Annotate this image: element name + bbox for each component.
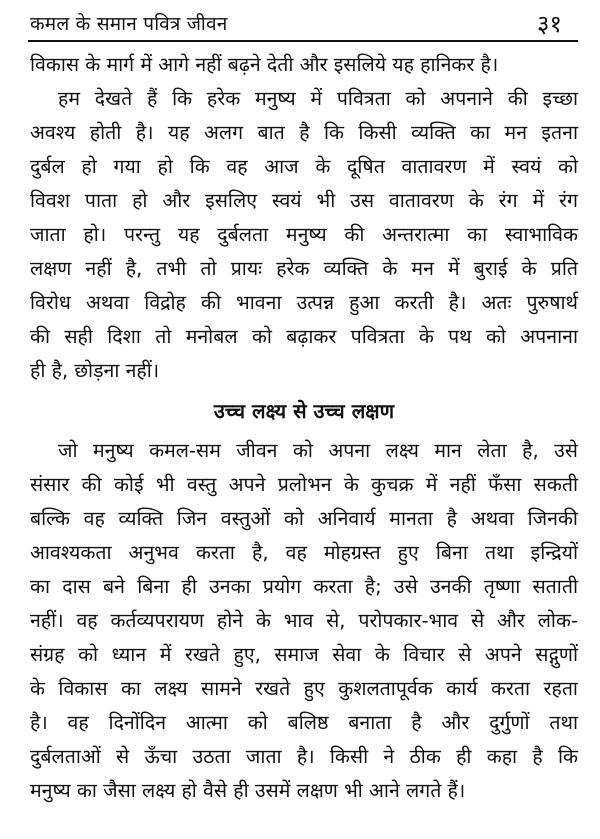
running-title: कमल के समान पवित्र जीवन — [30, 13, 228, 35]
text-line: बल्कि वह व्यक्ति जिन वस्तुओं को अनिवार्य मानता है अथवा जिनकी — [30, 507, 578, 530]
paragraph-3 — [30, 434, 578, 808]
paragraph-2 — [30, 82, 578, 388]
text-line: विरोध अथवा विद्रोह की भावना उत्पन्न हुआ करती है। अतः पुरुषार्थ — [30, 291, 578, 314]
text-line: ही है, छोड़ना नहीं। — [30, 359, 160, 382]
text-line: दुर्बलताओं से ऊँचा उठता जाता है। किसी ने ठीक ही कहा है कि — [30, 745, 578, 768]
text-line: विवश पाता हो और इसलिए स्वयं भी उस वातावरण के रंग में रंग — [30, 189, 578, 212]
text-line: संसार की कोई भी वस्तु अपने प्रलोभन के कुचक्र में नहीं फँसा सकती — [30, 473, 578, 496]
page-number: ३१ — [537, 10, 562, 38]
body-text — [30, 48, 578, 808]
section-heading: उच्च लक्ष्य से उच्च लक्षण — [213, 399, 395, 423]
text-line: हम देखते हैं कि हरेक मनुष्य में पवित्रता को अपनाने की इच्छा — [58, 87, 578, 110]
text-line: संग्रह को ध्यान में रखते हुए, समाज सेवा के विचार से अपने सद्गुणों — [30, 643, 578, 666]
text-line: जो मनुष्य कमल-सम जीवन को अपना लक्ष्य मान लेता है, उसे — [58, 439, 578, 462]
text-line: का दास बने बिना ही उनका प्रयोग करता है; उसे उनकी तृष्णा सताती — [30, 575, 578, 598]
text-line: दुर्बल हो गया हो कि वह आज के दूषित वातावरण में स्वयं को — [30, 155, 578, 178]
text-line: की सही दिशा तो मनोबल को बढ़ाकर पवित्रता के पथ को अपनाना — [30, 325, 578, 348]
text-line: है। वह दिनोंदिन आत्मा को बलिष्ठ बनाता है और दुर्गुणों तथा — [30, 711, 578, 734]
page-header — [0, 0, 600, 50]
text-line: के विकास का लक्ष्य सामने रखते हुए कुशलतापूर्वक कार्य करता रहता — [30, 677, 578, 700]
text-line: विकास के मार्ग में आगे नहीं बढ़ने देती और इसलिये यह हानिकर है। — [30, 53, 499, 76]
paragraph-1 — [30, 48, 578, 82]
text-line: जाता हो। परन्तु यह दुर्बलता मनुष्य की अन्तरात्मा का स्वाभाविक — [30, 223, 578, 246]
header-rule — [28, 40, 578, 42]
text-line: अवश्य होती है। यह अलग बात है कि किसी व्यक्ति का मन इतना — [30, 121, 578, 144]
text-line: मनुष्य का जैसा लक्ष्य हो वैसे ही उसमें लक्षण भी आने लगते हैं। — [30, 779, 466, 802]
text-line: आवश्यकता अनुभव करता है, वह मोहग्रस्त हुए बिना तथा इन्द्रियों — [30, 541, 578, 564]
text-line: नहीं। वह कर्तव्यपरायण होने के भाव से, परोपकार-भाव से और लोक- — [30, 609, 578, 632]
text-line: लक्षण नहीं है, तभी तो प्रायः हरेक व्यक्ति के मन में बुराई के प्रति — [30, 257, 578, 280]
